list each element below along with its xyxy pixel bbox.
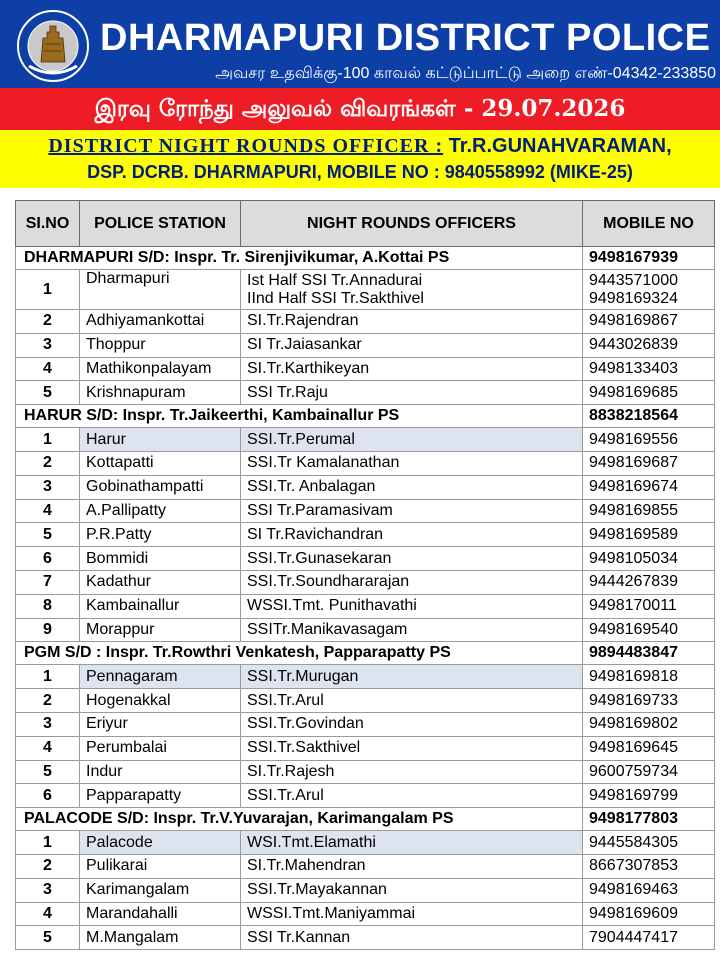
row-mobile: 9498170011: [583, 594, 715, 618]
row-police-station: Marandahalli: [80, 902, 241, 926]
row-mobile: 9498169589: [583, 523, 715, 547]
row-officer: SI Tr.Ravichandran: [241, 523, 583, 547]
row-police-station: Adhiyamankottai: [80, 310, 241, 334]
night-rounds-table: [15, 200, 715, 950]
row-mobile: 9498169463: [583, 878, 715, 902]
row-mobile: 9498169556: [583, 428, 715, 452]
mobile-first-half: 9443571000: [589, 271, 678, 289]
row-officer: [241, 270, 583, 310]
row-police-station: Indur: [80, 760, 241, 784]
row-mobile: 8667307853: [583, 854, 715, 878]
row-mobile: 9498169674: [583, 475, 715, 499]
row-mobile: 7904447417: [583, 926, 715, 950]
police-emblem-icon: [17, 8, 89, 84]
row-officer: SSI.Tr Kamalanathan: [241, 451, 583, 475]
row-police-station: M.Mangalam: [80, 926, 241, 950]
row-police-station: Pennagaram: [80, 665, 241, 689]
row-officer: SSI Tr.Paramasivam: [241, 499, 583, 523]
district-officer-contact: DSP. DCRB. DHARMAPURI, MOBILE NO : 9840558992 (MIKE-25): [87, 162, 633, 182]
row-police-station: Eriyur: [80, 712, 241, 736]
row-police-station: Karimangalam: [80, 878, 241, 902]
department-title: DHARMAPURI DISTRICT POLICE: [100, 17, 711, 59]
row-officer: SI.Tr.Rajendran: [241, 310, 583, 334]
row-officer: SSI.Tr.Sakthivel: [241, 736, 583, 760]
row-mobile: 9498169685: [583, 381, 715, 405]
row-officer: SSITr.Manikavasagam: [241, 618, 583, 642]
table-row: [16, 902, 715, 926]
table-row: [16, 270, 715, 310]
row-slno: 4: [16, 902, 80, 926]
row-police-station: Kambainallur: [80, 594, 241, 618]
subdivision-title: HARUR S/D: Inspr. Tr.Jaikeerthi, Kambainallur PS: [16, 405, 583, 428]
table-row: [16, 618, 715, 642]
table-row: [16, 428, 715, 452]
table-body: [16, 247, 715, 950]
district-officer-label: DISTRICT NIGHT ROUNDS OFFICER :: [48, 135, 444, 157]
row-mobile: 9498169609: [583, 902, 715, 926]
row-mobile: 9498169802: [583, 712, 715, 736]
row-slno: 4: [16, 499, 80, 523]
row-police-station: P.R.Patty: [80, 523, 241, 547]
row-slno: 4: [16, 357, 80, 381]
row-officer: SSI.Tr.Arul: [241, 784, 583, 808]
row-officer: SSI.Tr.Mayakannan: [241, 878, 583, 902]
table-row: [16, 760, 715, 784]
row-police-station: Morappur: [80, 618, 241, 642]
row-slno: 2: [16, 689, 80, 713]
row-police-station: Perumbalai: [80, 736, 241, 760]
row-mobile: 9444267839: [583, 570, 715, 594]
row-police-station: A.Pallipatty: [80, 499, 241, 523]
row-slno: 1: [16, 428, 80, 452]
officer-second-half: IInd Half SSI Tr.Sakthivel: [247, 289, 424, 307]
row-slno: 3: [16, 333, 80, 357]
row-police-station: Thoppur: [80, 333, 241, 357]
row-police-station: Krishnapuram: [80, 381, 241, 405]
header-night-rounds-officers: NIGHT ROUNDS OFFICERS: [241, 201, 583, 247]
row-slno: 4: [16, 736, 80, 760]
subdivision-mobile: 9894483847: [583, 642, 715, 665]
row-officer: SSI.Tr.Soundhararajan: [241, 570, 583, 594]
table-row: [16, 594, 715, 618]
report-title: இரவு ரோந்து அலுவல் விவரங்கள் - 29.07.2026: [94, 95, 626, 122]
row-slno: 5: [16, 760, 80, 784]
row-slno: 1: [16, 270, 80, 310]
subdivision-title: PGM S/D : Inspr. Tr.Rowthri Venkatesh, Papparapatty PS: [16, 642, 583, 665]
subdivision-row: [16, 642, 715, 665]
row-mobile: 9498133403: [583, 357, 715, 381]
table-row: [16, 547, 715, 571]
row-officer: WSI.Tmt.Elamathi: [241, 831, 583, 855]
row-police-station: Hogenakkal: [80, 689, 241, 713]
row-slno: 1: [16, 665, 80, 689]
row-mobile: 9498169645: [583, 736, 715, 760]
row-slno: 5: [16, 523, 80, 547]
row-officer: SSI.Tr. Anbalagan: [241, 475, 583, 499]
row-mobile: 9498169818: [583, 665, 715, 689]
table-row: [16, 854, 715, 878]
row-officer: SSI.Tr.Govindan: [241, 712, 583, 736]
subdivision-mobile: 9498167939: [583, 247, 715, 270]
table-row: [16, 333, 715, 357]
row-mobile: 9498169799: [583, 784, 715, 808]
table-row: [16, 736, 715, 760]
row-police-station: Bommidi: [80, 547, 241, 571]
table-row: [16, 310, 715, 334]
table-header-row: [16, 201, 715, 247]
control-room-number: அவசர உதவிக்கு-100 காவல் கட்டுப்பாட்டு அறை எண்-04342-233850: [215, 65, 716, 82]
district-officer-line: [0, 134, 720, 158]
officer-first-half: Ist Half SSI Tr.Annadurai: [247, 271, 423, 289]
row-slno: 8: [16, 594, 80, 618]
table-row: [16, 926, 715, 950]
row-mobile: 9498169687: [583, 451, 715, 475]
row-mobile: 9445584305: [583, 831, 715, 855]
table-row: [16, 451, 715, 475]
row-slno: 2: [16, 854, 80, 878]
row-officer: SSI Tr.Raju: [241, 381, 583, 405]
subdivision-title: PALACODE S/D: Inspr. Tr.V.Yuvarajan, Karimangalam PS: [16, 808, 583, 831]
header-mobile-no: MOBILE NO: [583, 201, 715, 247]
header-banner: [0, 0, 720, 88]
row-police-station: Kadathur: [80, 570, 241, 594]
row-mobile: 9498169540: [583, 618, 715, 642]
row-slno: 3: [16, 878, 80, 902]
row-slno: 6: [16, 547, 80, 571]
row-mobile: 9498169855: [583, 499, 715, 523]
district-officer-name: Tr.R.GUNAHVARAMAN,: [443, 135, 672, 157]
row-slno: 9: [16, 618, 80, 642]
table-row: [16, 475, 715, 499]
row-slno: 3: [16, 712, 80, 736]
row-officer: SSI.Tr.Murugan: [241, 665, 583, 689]
header-police-station: POLICE STATION: [80, 201, 241, 247]
row-mobile: 9498169733: [583, 689, 715, 713]
row-officer: SSI Tr.Kannan: [241, 926, 583, 950]
row-officer: SSI.Tr.Gunasekaran: [241, 547, 583, 571]
row-officer: SI Tr.Jaiasankar: [241, 333, 583, 357]
subdivision-row: [16, 808, 715, 831]
table-row: [16, 831, 715, 855]
row-slno: 5: [16, 926, 80, 950]
row-police-station: Papparapatty: [80, 784, 241, 808]
subdivision-mobile: 9498177803: [583, 808, 715, 831]
row-officer: SSI.Tr.Arul: [241, 689, 583, 713]
row-slno: 5: [16, 381, 80, 405]
table-row: [16, 665, 715, 689]
row-police-station: Harur: [80, 428, 241, 452]
subdivision-row: [16, 247, 715, 270]
table-row: [16, 878, 715, 902]
row-mobile: 9600759734: [583, 760, 715, 784]
row-slno: 6: [16, 784, 80, 808]
row-slno: 3: [16, 475, 80, 499]
table-row: [16, 381, 715, 405]
table-row: [16, 784, 715, 808]
row-police-station: Kottapatti: [80, 451, 241, 475]
row-officer: SI.Tr.Mahendran: [241, 854, 583, 878]
subdivision-title: DHARMAPURI S/D: Inspr. Tr. Sirenjivikumar, A.Kottai PS: [16, 247, 583, 270]
table-row: [16, 357, 715, 381]
table-row: [16, 689, 715, 713]
row-mobile: [583, 270, 715, 310]
header-slno: SI.NO: [16, 201, 80, 247]
table-row: [16, 570, 715, 594]
row-police-station: Mathikonpalayam: [80, 357, 241, 381]
row-police-station: Palacode: [80, 831, 241, 855]
row-police-station: Pulikarai: [80, 854, 241, 878]
table-row: [16, 523, 715, 547]
row-police-station: Dharmapuri: [80, 270, 241, 310]
row-police-station: Gobinathampatti: [80, 475, 241, 499]
row-officer: SSI.Tr.Perumal: [241, 428, 583, 452]
row-officer: WSSI.Tmt.Maniyammai: [241, 902, 583, 926]
row-mobile: 9443026839: [583, 333, 715, 357]
row-officer: WSSI.Tmt. Punithavathi: [241, 594, 583, 618]
row-mobile: 9498105034: [583, 547, 715, 571]
row-slno: 1: [16, 831, 80, 855]
table-row: [16, 712, 715, 736]
subdivision-mobile: 8838218564: [583, 405, 715, 428]
row-officer: SI.Tr.Rajesh: [241, 760, 583, 784]
table-row: [16, 499, 715, 523]
row-slno: 7: [16, 570, 80, 594]
row-slno: 2: [16, 310, 80, 334]
row-officer: SI.Tr.Karthikeyan: [241, 357, 583, 381]
row-mobile: 9498169867: [583, 310, 715, 334]
subdivision-row: [16, 405, 715, 428]
row-slno: 2: [16, 451, 80, 475]
mobile-second-half: 9498169324: [589, 289, 678, 307]
